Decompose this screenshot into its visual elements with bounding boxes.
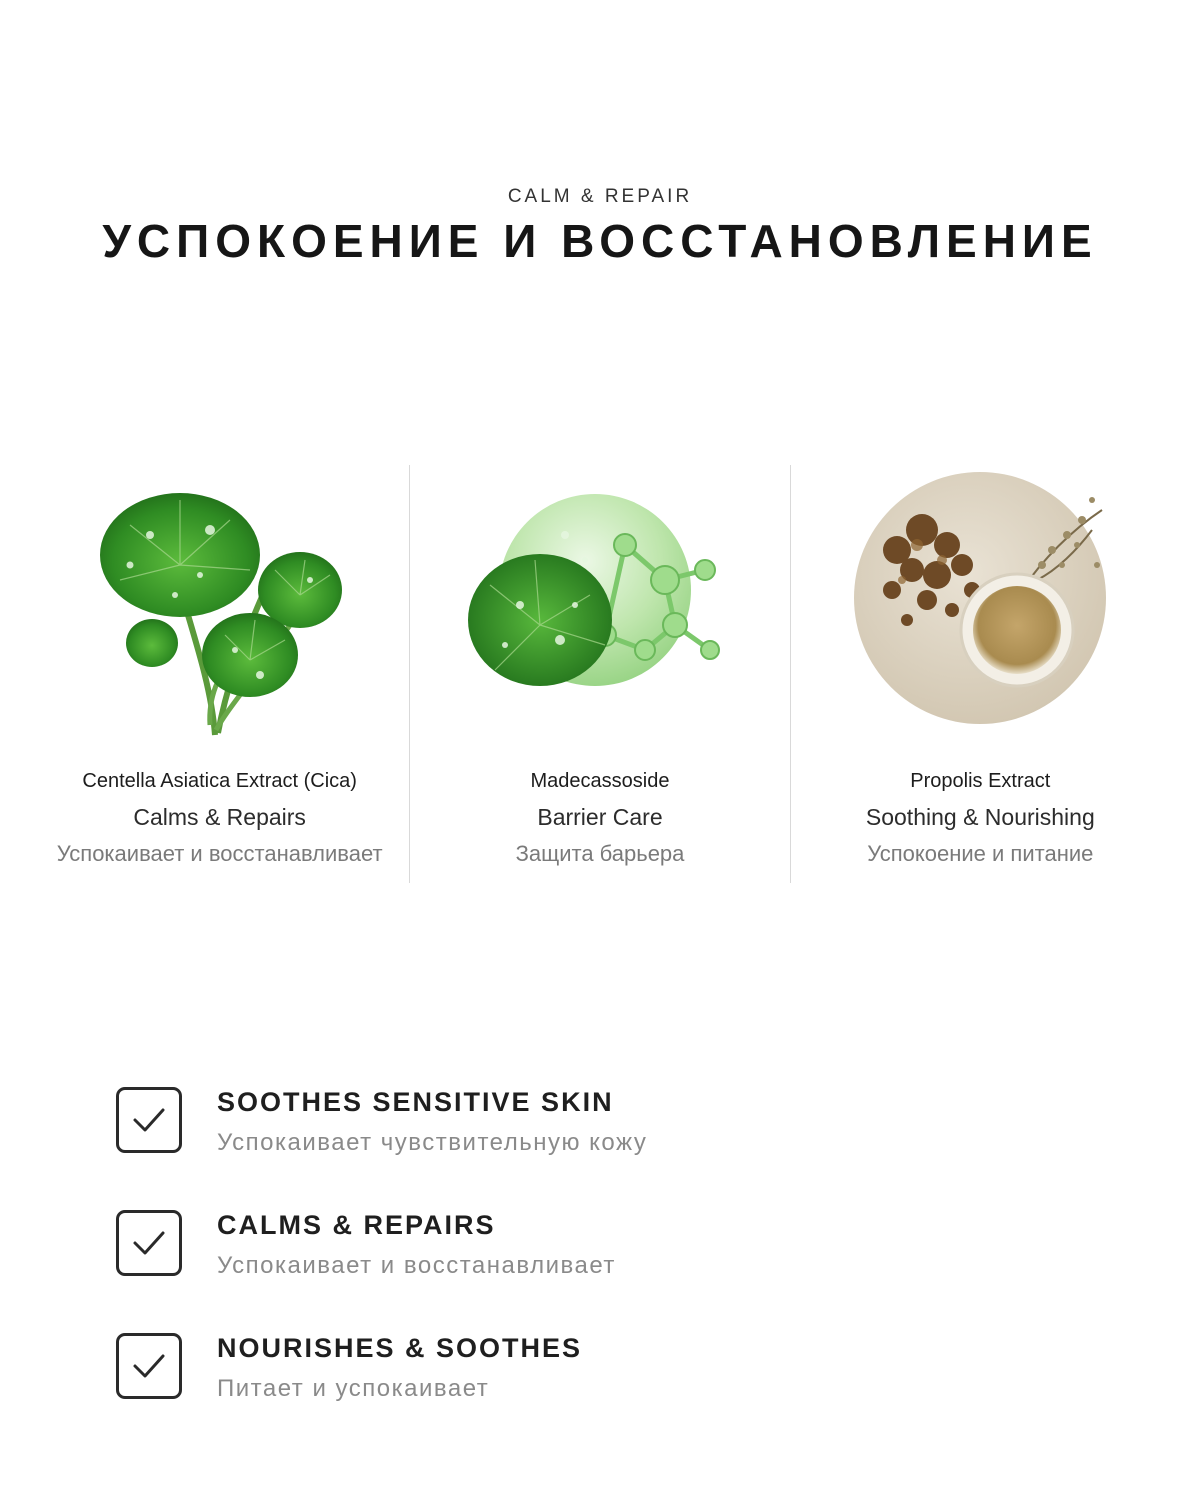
ingredient-benefit-en: Soothing & Nourishing xyxy=(865,804,1095,830)
benefit-title: CALMS & REPAIRS xyxy=(217,1210,496,1240)
benefit-item xyxy=(116,1087,1016,1167)
ingredient-benefit-ru: Успокаивает и восстанавливает xyxy=(56,841,383,866)
ingredient-benefit-en: Barrier Care xyxy=(537,804,663,830)
benefit-subtitle: Успокаивает и восстанавливает xyxy=(217,1252,616,1279)
ingredient-card xyxy=(30,465,409,883)
eyebrow-label: CALM & REPAIR xyxy=(507,186,693,207)
ingredient-name: Centella Asiatica Extract (Cica) xyxy=(82,770,357,792)
ingredient-card xyxy=(409,465,789,883)
page-title: УСПОКОЕНИЕ И ВОССТАНОВЛЕНИЕ xyxy=(102,215,1098,267)
ingredient-card xyxy=(790,465,1170,883)
benefit-item xyxy=(116,1210,1016,1290)
benefit-subtitle: Успокаивает чувствительную кожу xyxy=(217,1129,648,1156)
ingredient-name: Propolis Extract xyxy=(910,770,1051,792)
ingredient-benefit-ru: Успокоение и питание xyxy=(867,841,1094,866)
ingredient-benefit-en: Calms & Repairs xyxy=(133,804,306,830)
ingredient-name: Madecassoside xyxy=(530,770,670,792)
benefit-item xyxy=(116,1333,1016,1413)
propolis-bowl-image xyxy=(852,470,1108,726)
leaf-molecule-bubble-image xyxy=(465,485,735,695)
check-icon xyxy=(116,1087,182,1153)
ingredient-benefit-ru: Защита барьера xyxy=(515,841,685,866)
check-icon xyxy=(116,1333,182,1399)
ingredients-row xyxy=(30,465,1170,883)
benefit-title: SOOTHES SENSITIVE SKIN xyxy=(217,1087,614,1117)
benefit-subtitle: Питает и успокаивает xyxy=(217,1375,490,1402)
check-icon xyxy=(116,1210,182,1276)
centella-leaves-image xyxy=(90,475,350,745)
benefit-title: NOURISHES & SOOTHES xyxy=(217,1333,583,1363)
